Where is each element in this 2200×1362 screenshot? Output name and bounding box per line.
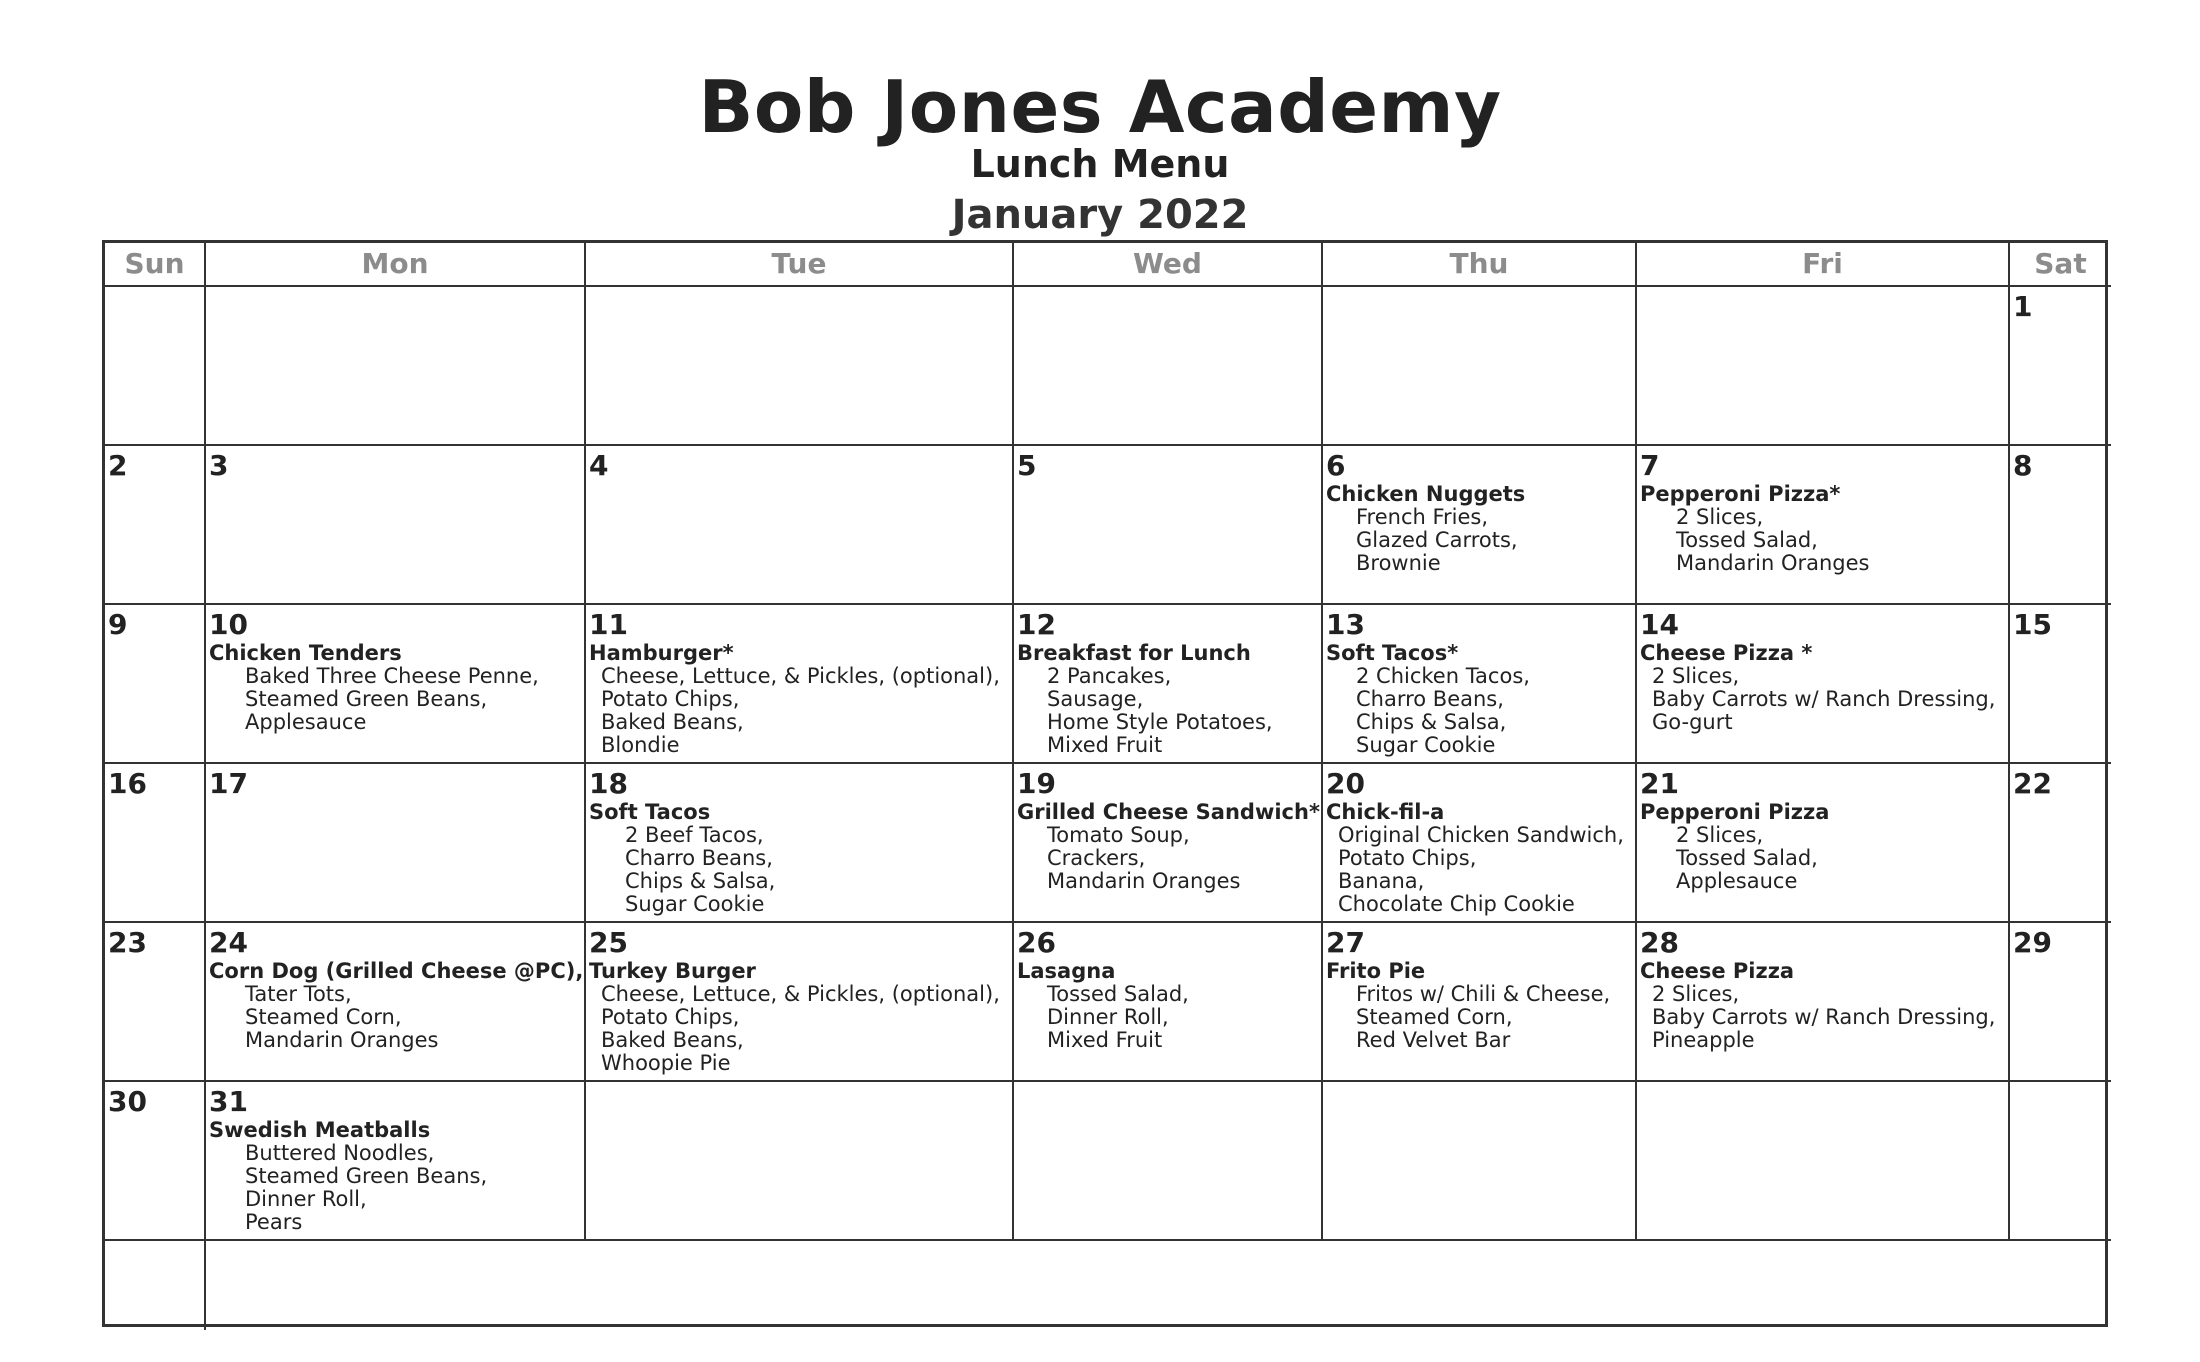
day-cell-8 (2010, 446, 2111, 605)
side-item: Pineapple (1652, 1028, 1755, 1052)
empty-cell (586, 1082, 1014, 1241)
side-item: 2 Slices, (1652, 982, 1740, 1006)
weekday-tue: Tue (586, 243, 1014, 287)
day-cell-22 (2010, 764, 2111, 923)
weekday-wed: Wed (1014, 243, 1323, 287)
day-number: 3 (209, 449, 229, 482)
empty-cell (1014, 287, 1323, 446)
day-cell-12 (1014, 605, 1323, 764)
day-number: 21 (1640, 767, 1679, 800)
side-item: Dinner Roll, (245, 1187, 367, 1211)
side-item: Mandarin Oranges (1047, 869, 1241, 893)
day-cell-16 (105, 764, 206, 923)
side-item: Tossed Salad, (1676, 846, 1818, 870)
empty-cell (1014, 1082, 1323, 1241)
side-item: Potato Chips, (601, 1005, 740, 1029)
side-item: 2 Slices, (1676, 505, 1764, 529)
main-dish: Pepperoni Pizza (1640, 800, 1830, 824)
day-number: 4 (589, 449, 609, 482)
main-dish: Chicken Tenders (209, 641, 402, 665)
side-item: Whoopie Pie (601, 1051, 731, 1075)
menu-title: Lunch Menu (970, 142, 1230, 186)
day-cell-23 (105, 923, 206, 1082)
empty-cell (105, 287, 206, 446)
side-item: Cheese, Lettuce, & Pickles, (optional), (601, 664, 1000, 688)
day-number: 6 (1326, 449, 1346, 482)
main-dish: Corn Dog (Grilled Cheese @PC), (209, 959, 584, 983)
day-cell-4 (586, 446, 1014, 605)
footer-empty-cell (105, 1241, 206, 1330)
day-cell-25 (586, 923, 1014, 1082)
day-cell-2 (105, 446, 206, 605)
side-item: Brownie (1356, 551, 1441, 575)
main-dish: Swedish Meatballs (209, 1118, 431, 1142)
day-number: 22 (2013, 767, 2052, 800)
side-item: French Fries, (1356, 505, 1489, 529)
side-item: Blondie (601, 733, 680, 757)
school-name: Bob Jones Academy (698, 65, 1502, 149)
month-label: January 2022 (951, 192, 1249, 238)
main-dish: Soft Tacos (589, 800, 711, 824)
side-item: 2 Slices, (1676, 823, 1764, 847)
day-cell-3 (206, 446, 586, 605)
day-cell-17 (206, 764, 586, 923)
day-number: 10 (209, 608, 248, 641)
side-item: Home Style Potatoes, (1047, 710, 1273, 734)
weekday-mon: Mon (206, 243, 586, 287)
empty-cell (1323, 1082, 1637, 1241)
day-number: 8 (2013, 449, 2033, 482)
weekday-thu: Thu (1323, 243, 1637, 287)
calendar-grid (102, 240, 2108, 1327)
side-item: Potato Chips, (1338, 846, 1477, 870)
day-number: 29 (2013, 926, 2052, 959)
day-cell-21 (1637, 764, 2010, 923)
footer-notes-cell (206, 1241, 2111, 1330)
day-cell-30 (105, 1082, 206, 1241)
main-dish: Frito Pie (1326, 959, 1426, 983)
empty-cell (1637, 287, 2010, 446)
empty-cell (2010, 1082, 2111, 1241)
side-item: 2 Beef Tacos, (625, 823, 764, 847)
main-dish: Cheese Pizza (1640, 959, 1795, 983)
side-item: Tater Tots, (245, 982, 352, 1006)
day-number: 9 (108, 608, 128, 641)
main-dish: Chicken Nuggets (1326, 482, 1526, 506)
day-cell-13 (1323, 605, 1637, 764)
side-item: Potato Chips, (601, 687, 740, 711)
side-item: Sausage, (1047, 687, 1144, 711)
day-number: 14 (1640, 608, 1679, 641)
day-cell-18 (586, 764, 1014, 923)
main-dish: Grilled Cheese Sandwich* (1017, 800, 1320, 824)
day-number: 16 (108, 767, 147, 800)
side-item: Charro Beans, (1356, 687, 1504, 711)
side-item: Baked Beans, (601, 1028, 744, 1052)
weekday-sat: Sat (2010, 243, 2111, 287)
day-number: 13 (1326, 608, 1365, 641)
day-number: 2 (108, 449, 128, 482)
side-item: Buttered Noodles, (245, 1141, 435, 1165)
empty-cell (586, 287, 1014, 446)
side-item: Charro Beans, (625, 846, 773, 870)
day-cell-5 (1014, 446, 1323, 605)
side-item: Cheese, Lettuce, & Pickles, (optional), (601, 982, 1000, 1006)
day-number: 26 (1017, 926, 1056, 959)
side-item: Red Velvet Bar (1356, 1028, 1511, 1052)
day-number: 1 (2013, 290, 2033, 323)
side-item: Baked Beans, (601, 710, 744, 734)
day-cell-24 (206, 923, 586, 1082)
main-dish: Chick-fil-a (1326, 800, 1445, 824)
day-cell-20 (1323, 764, 1637, 923)
side-item: 2 Chicken Tacos, (1356, 664, 1530, 688)
day-number: 27 (1326, 926, 1365, 959)
main-dish: Lasagna (1017, 959, 1116, 983)
day-number: 25 (589, 926, 628, 959)
side-item: Chips & Salsa, (1356, 710, 1507, 734)
main-dish: Soft Tacos* (1326, 641, 1459, 665)
day-number: 17 (209, 767, 248, 800)
day-cell-6 (1323, 446, 1637, 605)
side-item: Steamed Green Beans, (245, 687, 488, 711)
side-item: Steamed Green Beans, (245, 1164, 488, 1188)
side-item: Mixed Fruit (1047, 1028, 1163, 1052)
day-number: 12 (1017, 608, 1056, 641)
day-number: 11 (589, 608, 628, 641)
main-dish: Turkey Burger (589, 959, 756, 983)
day-number: 30 (108, 1085, 147, 1118)
day-number: 15 (2013, 608, 2052, 641)
day-number: 18 (589, 767, 628, 800)
day-cell-31 (206, 1082, 586, 1241)
day-cell-29 (2010, 923, 2111, 1082)
main-dish: Breakfast for Lunch (1017, 641, 1251, 665)
day-number: 23 (108, 926, 147, 959)
side-item: Steamed Corn, (1356, 1005, 1513, 1029)
side-item: Chocolate Chip Cookie (1338, 892, 1575, 916)
side-item: Glazed Carrots, (1356, 528, 1518, 552)
side-item: Banana, (1338, 869, 1425, 893)
side-item: Fritos w/ Chili & Cheese, (1356, 982, 1611, 1006)
day-cell-10 (206, 605, 586, 764)
empty-cell (1323, 287, 1637, 446)
side-item: Crackers, (1047, 846, 1146, 870)
day-cell-9 (105, 605, 206, 764)
side-item: Baby Carrots w/ Ranch Dressing, (1652, 1005, 1996, 1029)
day-number: 7 (1640, 449, 1660, 482)
day-number: 20 (1326, 767, 1365, 800)
day-cell-28 (1637, 923, 2010, 1082)
side-item: Baby Carrots w/ Ranch Dressing, (1652, 687, 1996, 711)
side-item: Applesauce (1676, 869, 1798, 893)
day-cell-11 (586, 605, 1014, 764)
side-item: Mandarin Oranges (245, 1028, 439, 1052)
side-item: Sugar Cookie (625, 892, 765, 916)
day-cell-26 (1014, 923, 1323, 1082)
side-item: Dinner Roll, (1047, 1005, 1169, 1029)
side-item: Mandarin Oranges (1676, 551, 1870, 575)
side-item: Go-gurt (1652, 710, 1733, 734)
day-cell-1 (2010, 287, 2111, 446)
side-item: 2 Slices, (1652, 664, 1740, 688)
side-item: 2 Pancakes, (1047, 664, 1172, 688)
day-cell-19 (1014, 764, 1323, 923)
side-item: Sugar Cookie (1356, 733, 1496, 757)
side-item: Chips & Salsa, (625, 869, 776, 893)
empty-cell (1637, 1082, 2010, 1241)
day-number: 24 (209, 926, 248, 959)
side-item: Mixed Fruit (1047, 733, 1163, 757)
day-cell-15 (2010, 605, 2111, 764)
side-item: Original Chicken Sandwich, (1338, 823, 1624, 847)
weekday-sun: Sun (105, 243, 206, 287)
day-number: 19 (1017, 767, 1056, 800)
side-item: Pears (245, 1210, 303, 1234)
weekday-fri: Fri (1637, 243, 2010, 287)
main-dish: Cheese Pizza * (1640, 641, 1813, 665)
day-number: 31 (209, 1085, 248, 1118)
side-item: Applesauce (245, 710, 367, 734)
day-cell-7 (1637, 446, 2010, 605)
side-item: Steamed Corn, (245, 1005, 402, 1029)
day-cell-27 (1323, 923, 1637, 1082)
main-dish: Hamburger* (589, 641, 734, 665)
side-item: Tossed Salad, (1676, 528, 1818, 552)
empty-cell (206, 287, 586, 446)
day-number: 28 (1640, 926, 1679, 959)
side-item: Tossed Salad, (1047, 982, 1189, 1006)
day-number: 5 (1017, 449, 1037, 482)
side-item: Baked Three Cheese Penne, (245, 664, 539, 688)
day-cell-14 (1637, 605, 2010, 764)
main-dish: Pepperoni Pizza* (1640, 482, 1841, 506)
side-item: Tomato Soup, (1047, 823, 1190, 847)
